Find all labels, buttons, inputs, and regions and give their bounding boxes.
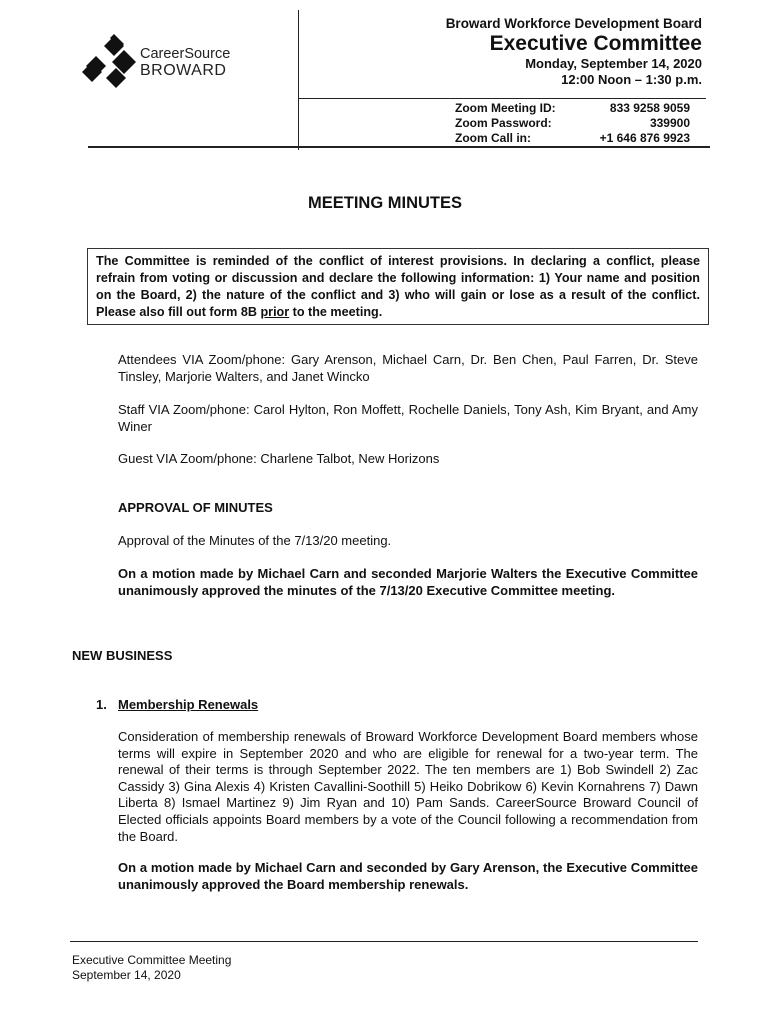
logo-text-careersource: CareerSource — [140, 46, 231, 62]
new-business-heading: NEW BUSINESS — [72, 648, 173, 663]
careersource-broward-logo — [80, 32, 250, 94]
header-block — [446, 16, 702, 88]
page-title: MEETING MINUTES — [307, 194, 462, 212]
zoom-divider-top — [298, 98, 706, 99]
approval-text: Approval of the Minutes of the 7/13/20 meeting. — [118, 533, 392, 548]
zoom-meeting-id-row — [455, 101, 690, 115]
committee-title: Executive Committee — [489, 32, 702, 55]
logo-text-broward: BROWARD — [140, 62, 227, 79]
header-divider-vertical — [298, 10, 299, 150]
item-title: Membership Renewals — [118, 697, 259, 712]
zoom-password-label: Zoom Password: — [455, 116, 552, 130]
item-motion: On a motion made by Michael Carn and seconded by Gary Arenson, the Executive Committee unanimously approved the Board membership renewals. — [118, 860, 698, 892]
approval-motion: On a motion made by Michael Carn and seconded Marjorie Walters the Executive Committee unanimously approved the minutes of the 7/13/20 Executive Committee meeting. — [118, 566, 698, 598]
zoom-password-value: 339900 — [649, 116, 690, 130]
logo-mark-icon — [80, 32, 138, 94]
zoom-call-row — [455, 131, 690, 145]
zoom-meeting-id-value: 833 9258 9059 — [609, 101, 690, 115]
conflict-notice-box — [87, 248, 709, 325]
zoom-call-value: +1 646 876 9923 — [599, 131, 690, 145]
org-name: Broward Workforce Development Board — [445, 16, 702, 31]
meeting-date: Monday, September 14, 2020 — [525, 56, 702, 71]
approval-heading: APPROVAL OF MINUTES — [118, 500, 273, 515]
zoom-password-row — [455, 116, 690, 130]
attendees-paragraph: Attendees VIA Zoom/phone: Gary Arenson, Michael Carn, Dr. Ben Chen, Paul Farren, Dr. Steve Tinsley, Marjorie Walters, and Janet Wincko — [118, 352, 698, 384]
footer-line-1: Executive Committee Meeting — [72, 953, 232, 967]
footer-divider — [70, 941, 698, 942]
staff-paragraph: Staff VIA Zoom/phone: Carol Hylton, Ron Moffett, Rochelle Daniels, Tony Ash, Kim Bryant, and Amy Winer — [118, 402, 698, 434]
notice-text-underlined: prior — [260, 305, 290, 319]
guest-paragraph: Guest VIA Zoom/phone: Charlene Talbot, New Horizons — [118, 451, 440, 466]
item-number: 1. — [96, 697, 107, 712]
notice-text-start: The Committee is reminded of the conflict of interest provisions. In declaring a conflict, please refrain from voting or discussion and declare the following information: 1) Your name and position on the Board, 2) the nature of the conflict and 3) who will gain or lose as a result of the conflict. Please also fill out form 8B — [96, 254, 700, 319]
footer-line-2: September 14, 2020 — [72, 967, 181, 982]
item-description: Consideration of membership renewals of Broward Workforce Development Board members whose terms will expire in September 2020 and who are eligible for renewal for a two-year term. The renewal of their terms is through September 2022. The ten members are 1) Bob Swindell 2) Zac Cassidy 3) Gina Alexis 4) Kristen Cavallini-Soothill 5) Heiko Dobrikow 6) Kevin Kornahrens 7) Dawn Liberta 8) Ismael Martinez 9) Jim Ryan and 10) Pam Sands. CareerSource Broward Council of Elected officials appoints Board members by a vote of the Council following a recommendation from the Board. — [118, 729, 698, 844]
zoom-meeting-id-label: Zoom Meeting ID: — [455, 101, 556, 115]
zoom-call-label: Zoom Call in: — [455, 131, 531, 145]
zoom-divider-bottom — [88, 146, 710, 148]
page-footer — [72, 953, 231, 982]
meeting-time: 12:00 Noon – 1:30 p.m. — [561, 72, 702, 87]
notice-text-end: to the meeting. — [289, 305, 383, 319]
